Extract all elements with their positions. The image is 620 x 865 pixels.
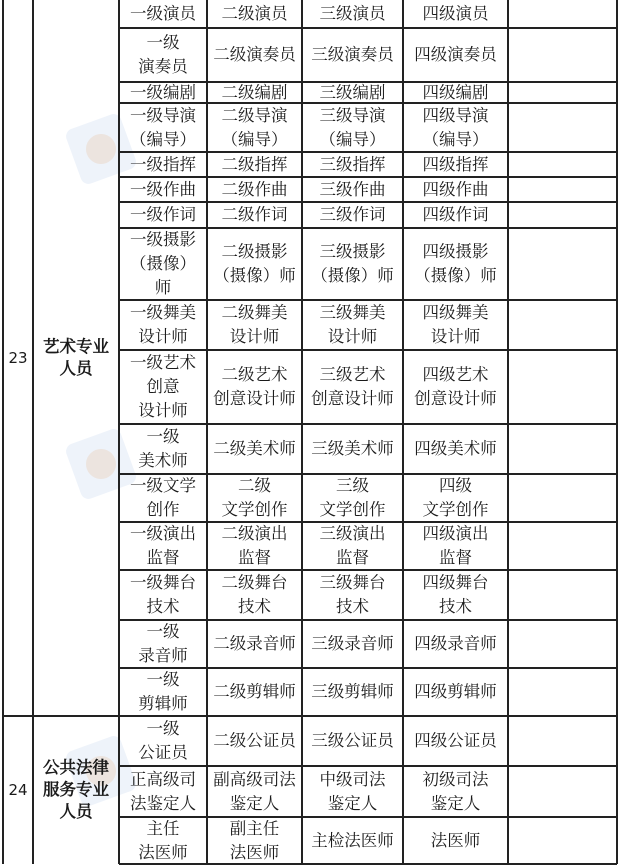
table-cell: 一级 剪辑师 — [138, 670, 188, 713]
table-cell: 一级导演 （编导） — [130, 105, 196, 149]
table-cell: 三级编剧 — [319, 82, 386, 102]
table-cell: 三级作词 — [319, 205, 386, 224]
table-cell: 一级艺术 创意 设计师 — [130, 353, 196, 420]
table-cell: 四级录音师 — [414, 634, 497, 653]
category-name: 公共法律 服务专业 人员 — [43, 758, 109, 821]
table-cell: 一级指挥 — [130, 154, 196, 174]
table-cell: 四级舞台 技术 — [422, 573, 489, 616]
table-cell: 主任 法医师 — [138, 818, 188, 862]
table-cell: 一级作曲 — [130, 179, 196, 199]
table-cell: 一级作词 — [130, 205, 196, 224]
table-cell: 一级舞台 技术 — [130, 573, 196, 616]
table-cell: 二级编剧 — [221, 82, 288, 102]
table-cell: 二级舞美 设计师 — [221, 303, 288, 346]
table-cell: 四级作词 — [422, 205, 489, 224]
table-cell: 三级摄影 （摄像）师 — [311, 242, 394, 285]
table-cell: 二级演奏员 — [213, 45, 296, 64]
table-cell: 正高级司 法鉴定人 — [130, 769, 196, 813]
table-cell: 三级艺术 创意设计师 — [311, 365, 394, 408]
table-cell: 四级作曲 — [422, 179, 489, 199]
table-cell: 三级舞美 设计师 — [319, 303, 386, 346]
table-cell: 四级舞美 设计师 — [422, 303, 489, 346]
category-name: 艺术专业 人员 — [43, 337, 109, 378]
table-cell: 四级艺术 创意设计师 — [414, 365, 497, 408]
table-cell: 三级公证员 — [311, 731, 394, 750]
table-cell: 四级演员 — [422, 4, 489, 23]
table-cell: 初级司法 鉴定人 — [422, 769, 489, 813]
table-cell: 三级美术师 — [311, 439, 394, 458]
table-cell: 一级编剧 — [130, 82, 196, 102]
table-cell: 四级摄影 （摄像）师 — [414, 242, 497, 285]
section-number: 24 — [8, 781, 28, 799]
table-cell: 三级录音师 — [311, 634, 394, 653]
table-cell: 四级演出 监督 — [422, 524, 489, 567]
table-cell: 四级演奏员 — [414, 45, 497, 64]
table-cell: 二级美术师 — [213, 439, 296, 458]
table-cell: 副高级司法 鉴定人 — [213, 769, 296, 813]
table-cell: 四级 文学创作 — [422, 476, 489, 519]
table-cell: 二级录音师 — [213, 634, 296, 653]
table-cell: 四级导演 （编导） — [422, 105, 489, 149]
table-cell: 三级演奏员 — [311, 45, 394, 64]
column-divider — [616, 0, 618, 864]
table-cell: 二级指挥 — [221, 154, 288, 174]
table-cell: 一级摄影 （摄像） 师 — [130, 230, 196, 297]
table-cell: 四级公证员 — [414, 731, 497, 750]
table-cell: 三级作曲 — [319, 179, 386, 199]
table-cell: 二级演员 — [221, 4, 288, 23]
table-cell: 一级演出 监督 — [130, 524, 196, 567]
table-cell: 一级 公证员 — [138, 719, 188, 762]
table-cell: 二级演出 监督 — [221, 524, 288, 567]
table-cell: 一级文学 创作 — [130, 476, 196, 519]
table-cell: 三级剪辑师 — [311, 682, 394, 701]
table-cell: 副主任 法医师 — [229, 818, 280, 862]
table-cell: 二级舞台 技术 — [221, 573, 288, 616]
table-cell: 中级司法 鉴定人 — [319, 769, 386, 813]
table-cell: 一级演员 — [130, 4, 196, 23]
table-cell: 四级美术师 — [414, 439, 497, 458]
table-cell: 一级舞美 设计师 — [130, 303, 196, 346]
table-cell: 二级 文学创作 — [221, 476, 288, 519]
table-cell: 四级指挥 — [422, 154, 489, 174]
table-cell: 一级 演奏员 — [138, 33, 188, 76]
table-cell: 二级作曲 — [221, 179, 288, 199]
table-cell: 二级作词 — [221, 205, 288, 224]
table-cell: 三级舞台 技术 — [319, 573, 386, 616]
table-cell: 主检法医师 — [311, 830, 394, 850]
table-cell: 一级 录音师 — [138, 622, 188, 665]
table-cell: 四级剪辑师 — [414, 682, 497, 701]
table-cell: 三级 文学创作 — [319, 476, 386, 519]
table-cell: 二级艺术 创意设计师 — [213, 365, 296, 408]
table-cell: 一级 美术师 — [138, 427, 188, 470]
table-cell: 四级编剧 — [422, 82, 489, 102]
table-cell: 二级剪辑师 — [213, 682, 296, 701]
table-cell: 三级演员 — [319, 4, 386, 23]
table-cell: 三级导演 （编导） — [319, 105, 386, 149]
table-cell: 三级指挥 — [319, 154, 386, 174]
table-cell: 二级公证员 — [213, 731, 296, 750]
table-cell: 法医师 — [430, 830, 481, 850]
table-cell: 二级导演 （编导） — [221, 105, 288, 149]
table-cell: 二级摄影 （摄像）师 — [213, 242, 296, 285]
section-number: 23 — [8, 349, 28, 367]
table-cell: 三级演出 监督 — [319, 524, 386, 567]
